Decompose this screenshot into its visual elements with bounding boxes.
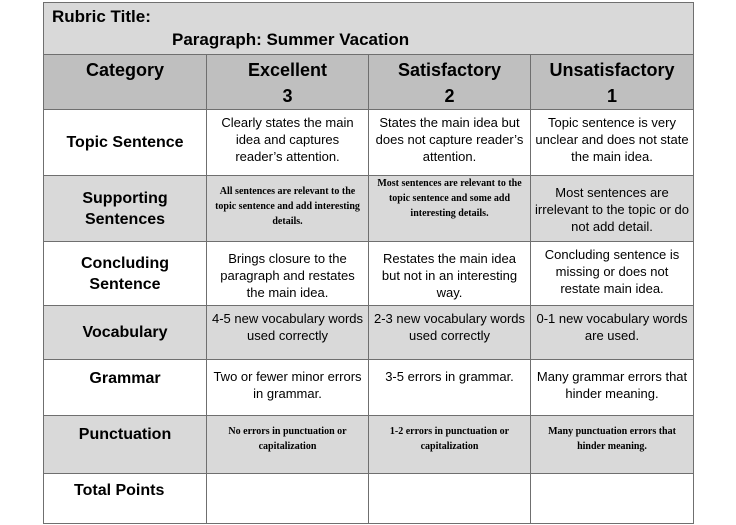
total-label-cell: Total Points [44, 474, 207, 524]
satisfactory-cell: 1-2 errors in punctuation or capitalization [369, 416, 531, 474]
unsatisfactory-cell: 0-1 new vocabulary words are used. [531, 306, 694, 360]
level-score: 3 [282, 86, 293, 106]
category-cell: Supporting Sentences [44, 176, 207, 242]
total-satisfactory-cell [369, 474, 531, 524]
table-row [44, 110, 694, 176]
satisfactory-cell: Most sentences are relevant to the topic sentence and some add interesting details. [369, 176, 531, 242]
level-name: Satisfactory [397, 60, 502, 80]
excellent-cell: 4-5 new vocabulary words used correctly [207, 306, 369, 360]
satisfactory-cell: 3-5 errors in grammar. [369, 360, 531, 416]
total-unsatisfactory-cell [531, 474, 694, 524]
unsatisfactory-cell: Concluding sentence is missing or does not restate main idea. [531, 242, 694, 306]
unsatisfactory-cell: Many punctuation errors that hinder meaning. [531, 416, 694, 474]
header-category-label: Category [85, 60, 165, 80]
total-row [44, 474, 694, 524]
rubric-title-label: Rubric Title: [52, 7, 151, 26]
table-row [44, 176, 694, 242]
excellent-cell: All sentences are relevant to the topic sentence and add interesting details. [207, 176, 369, 242]
rubric-title-value: Paragraph: Summer Vacation [172, 30, 410, 49]
level-name: Excellent [247, 60, 328, 80]
excellent-cell: Clearly states the main idea and captures reader’s attention. [207, 110, 369, 176]
level-score: 1 [607, 86, 618, 106]
rubric-table [43, 2, 694, 524]
category-cell: Concluding Sentence [44, 242, 207, 306]
level-score: 2 [444, 86, 455, 106]
total-excellent-cell [207, 474, 369, 524]
header-unsatisfactory [531, 55, 694, 110]
satisfactory-cell: 2-3 new vocabulary words used correctly [369, 306, 531, 360]
table-row [44, 242, 694, 306]
unsatisfactory-cell: Most sentences are irrelevant to the topic or do not add detail. [531, 176, 694, 242]
excellent-cell: Two or fewer minor errors in grammar. [207, 360, 369, 416]
unsatisfactory-cell: Topic sentence is very unclear and does not state the main idea. [531, 110, 694, 176]
category-cell: Topic Sentence [44, 110, 207, 176]
table-row [44, 416, 694, 474]
header-excellent [207, 55, 369, 110]
category-cell: Grammar [44, 360, 207, 416]
header-category [44, 55, 207, 110]
category-cell: Vocabulary [44, 306, 207, 360]
excellent-cell: No errors in punctuation or capitalization [207, 416, 369, 474]
excellent-cell: Brings closure to the paragraph and restates the main idea. [207, 242, 369, 306]
unsatisfactory-cell: Many grammar errors that hinder meaning. [531, 360, 694, 416]
satisfactory-cell: Restates the main idea but not in an interesting way. [369, 242, 531, 306]
level-name: Unsatisfactory [549, 60, 675, 80]
title-row [44, 3, 694, 55]
header-satisfactory [369, 55, 531, 110]
title-cell [44, 3, 694, 55]
category-cell: Punctuation [44, 416, 207, 474]
header-row [44, 55, 694, 110]
table-row [44, 306, 694, 360]
satisfactory-cell: States the main idea but does not capture reader’s attention. [369, 110, 531, 176]
table-row [44, 360, 694, 416]
